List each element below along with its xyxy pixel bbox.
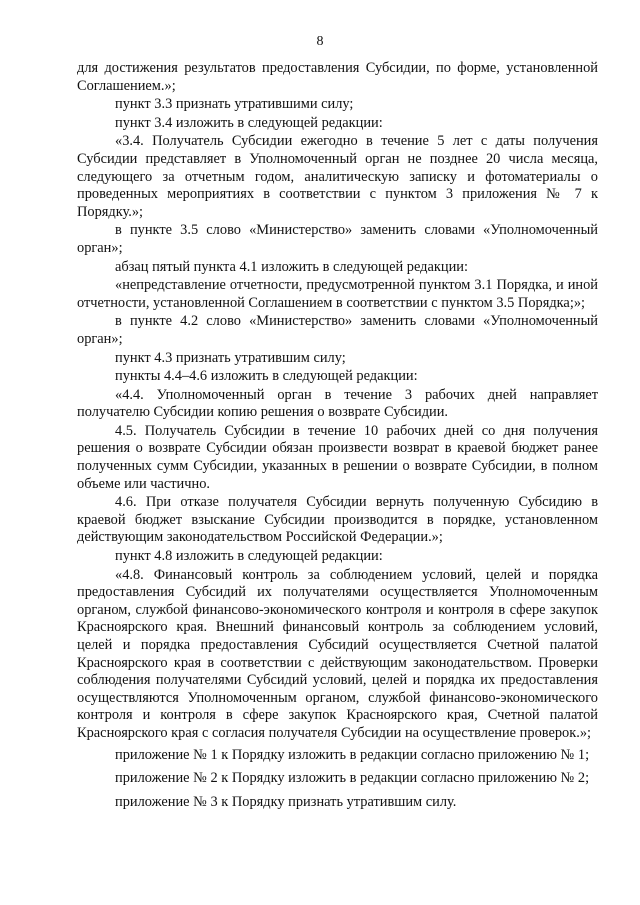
paragraph: приложение № 3 к Порядку признать утратившим силу. <box>115 793 457 810</box>
paragraph: пункт 4.3 признать утратившим силу; <box>115 349 346 366</box>
document-body <box>77 60 598 811</box>
paragraph: «4.4. Уполномоченный орган в течение 3 рабочих дней направляет получателю Субсидии копию решения о возврате Субсидии. <box>77 386 598 421</box>
paragraph: приложение № 1 к Порядку изложить в редакции согласно приложению № 1; <box>115 746 590 763</box>
paragraph: в пункте 4.2 слово «Министерство» заменить словами «Уполномоченный орган»; <box>77 313 598 347</box>
paragraph: абзац пятый пункта 4.1 изложить в следующей редакции: <box>115 258 468 275</box>
paragraph: 4.5. Получатель Субсидии в течение 10 рабочих дней со дня получения решения о возврате Субсидии обязан произвести возврат в краевой бюджет ранее полученных сумм Субсидии, указанных в решении о возврате Субсидии, в полном объеме или частично. <box>77 422 598 492</box>
paragraph: 4.6. При отказе получателя Субсидии вернуть полученную Субсидию в краевой бюджет взыскание Субсидии производится в порядке, установленном действующим законодательством Российской Федерации.»; <box>77 494 598 546</box>
paragraph: «4.8. Финансовый контроль за соблюдением условий, целей и порядка предоставления Субсидий их получателями осуществляется Уполномоченным органом, службой финансово-экономического контроля и контроля в сфере закупок Красноярского края. Внешний финансовый контроль за соблюдением условий, целей и порядка предоставления Субсидий осуществляется Счетной палатой Красноярского края в соответствии с действующим законодательством. Проверки соблюдения получателями Субсидий условий, целей и порядка их предоставления осуществляются Уполномоченным органом, службой финансово-экономического контроля и контроля в сфере закупок Красноярского края, Счетной палатой Красноярского края с согласия получателя Субсидии на осуществление проверок.»; <box>77 566 598 741</box>
page-number: 8 <box>316 34 324 49</box>
paragraph: приложение № 2 к Порядку изложить в редакции согласно приложению № 2; <box>115 770 590 787</box>
paragraph: пункт 3.3 признать утратившими силу; <box>115 96 354 113</box>
paragraph: «непредставление отчетности, предусмотренной пунктом 3.1 Порядка, и иной отчетности, установленной Соглашением в соответствии с пунктом 3.5 Порядка;»; <box>77 277 598 311</box>
paragraph: в пункте 3.5 слово «Министерство» заменить словами «Уполномоченный орган»; <box>77 222 598 256</box>
paragraph: пункт 3.4 изложить в следующей редакции: <box>115 114 383 131</box>
paragraph: пункты 4.4–4.6 изложить в следующей редакции: <box>115 368 418 385</box>
paragraph: «3.4. Получатель Субсидии ежегодно в течение 5 лет с даты получения Субсидии представляет в Уполномоченный орган не позднее 20 числа месяца, следующего за отчетным годом, аналитическую записку и фотоматериалы о проведенных мероприятиях в соответствии с пунктом 3 приложения № 7 к Порядку.»; <box>77 133 598 220</box>
paragraph: пункт 4.8 изложить в следующей редакции: <box>115 548 383 565</box>
paragraph: для достижения результатов предоставления Субсидии, по форме, установленной Соглашением.»; <box>77 60 598 94</box>
